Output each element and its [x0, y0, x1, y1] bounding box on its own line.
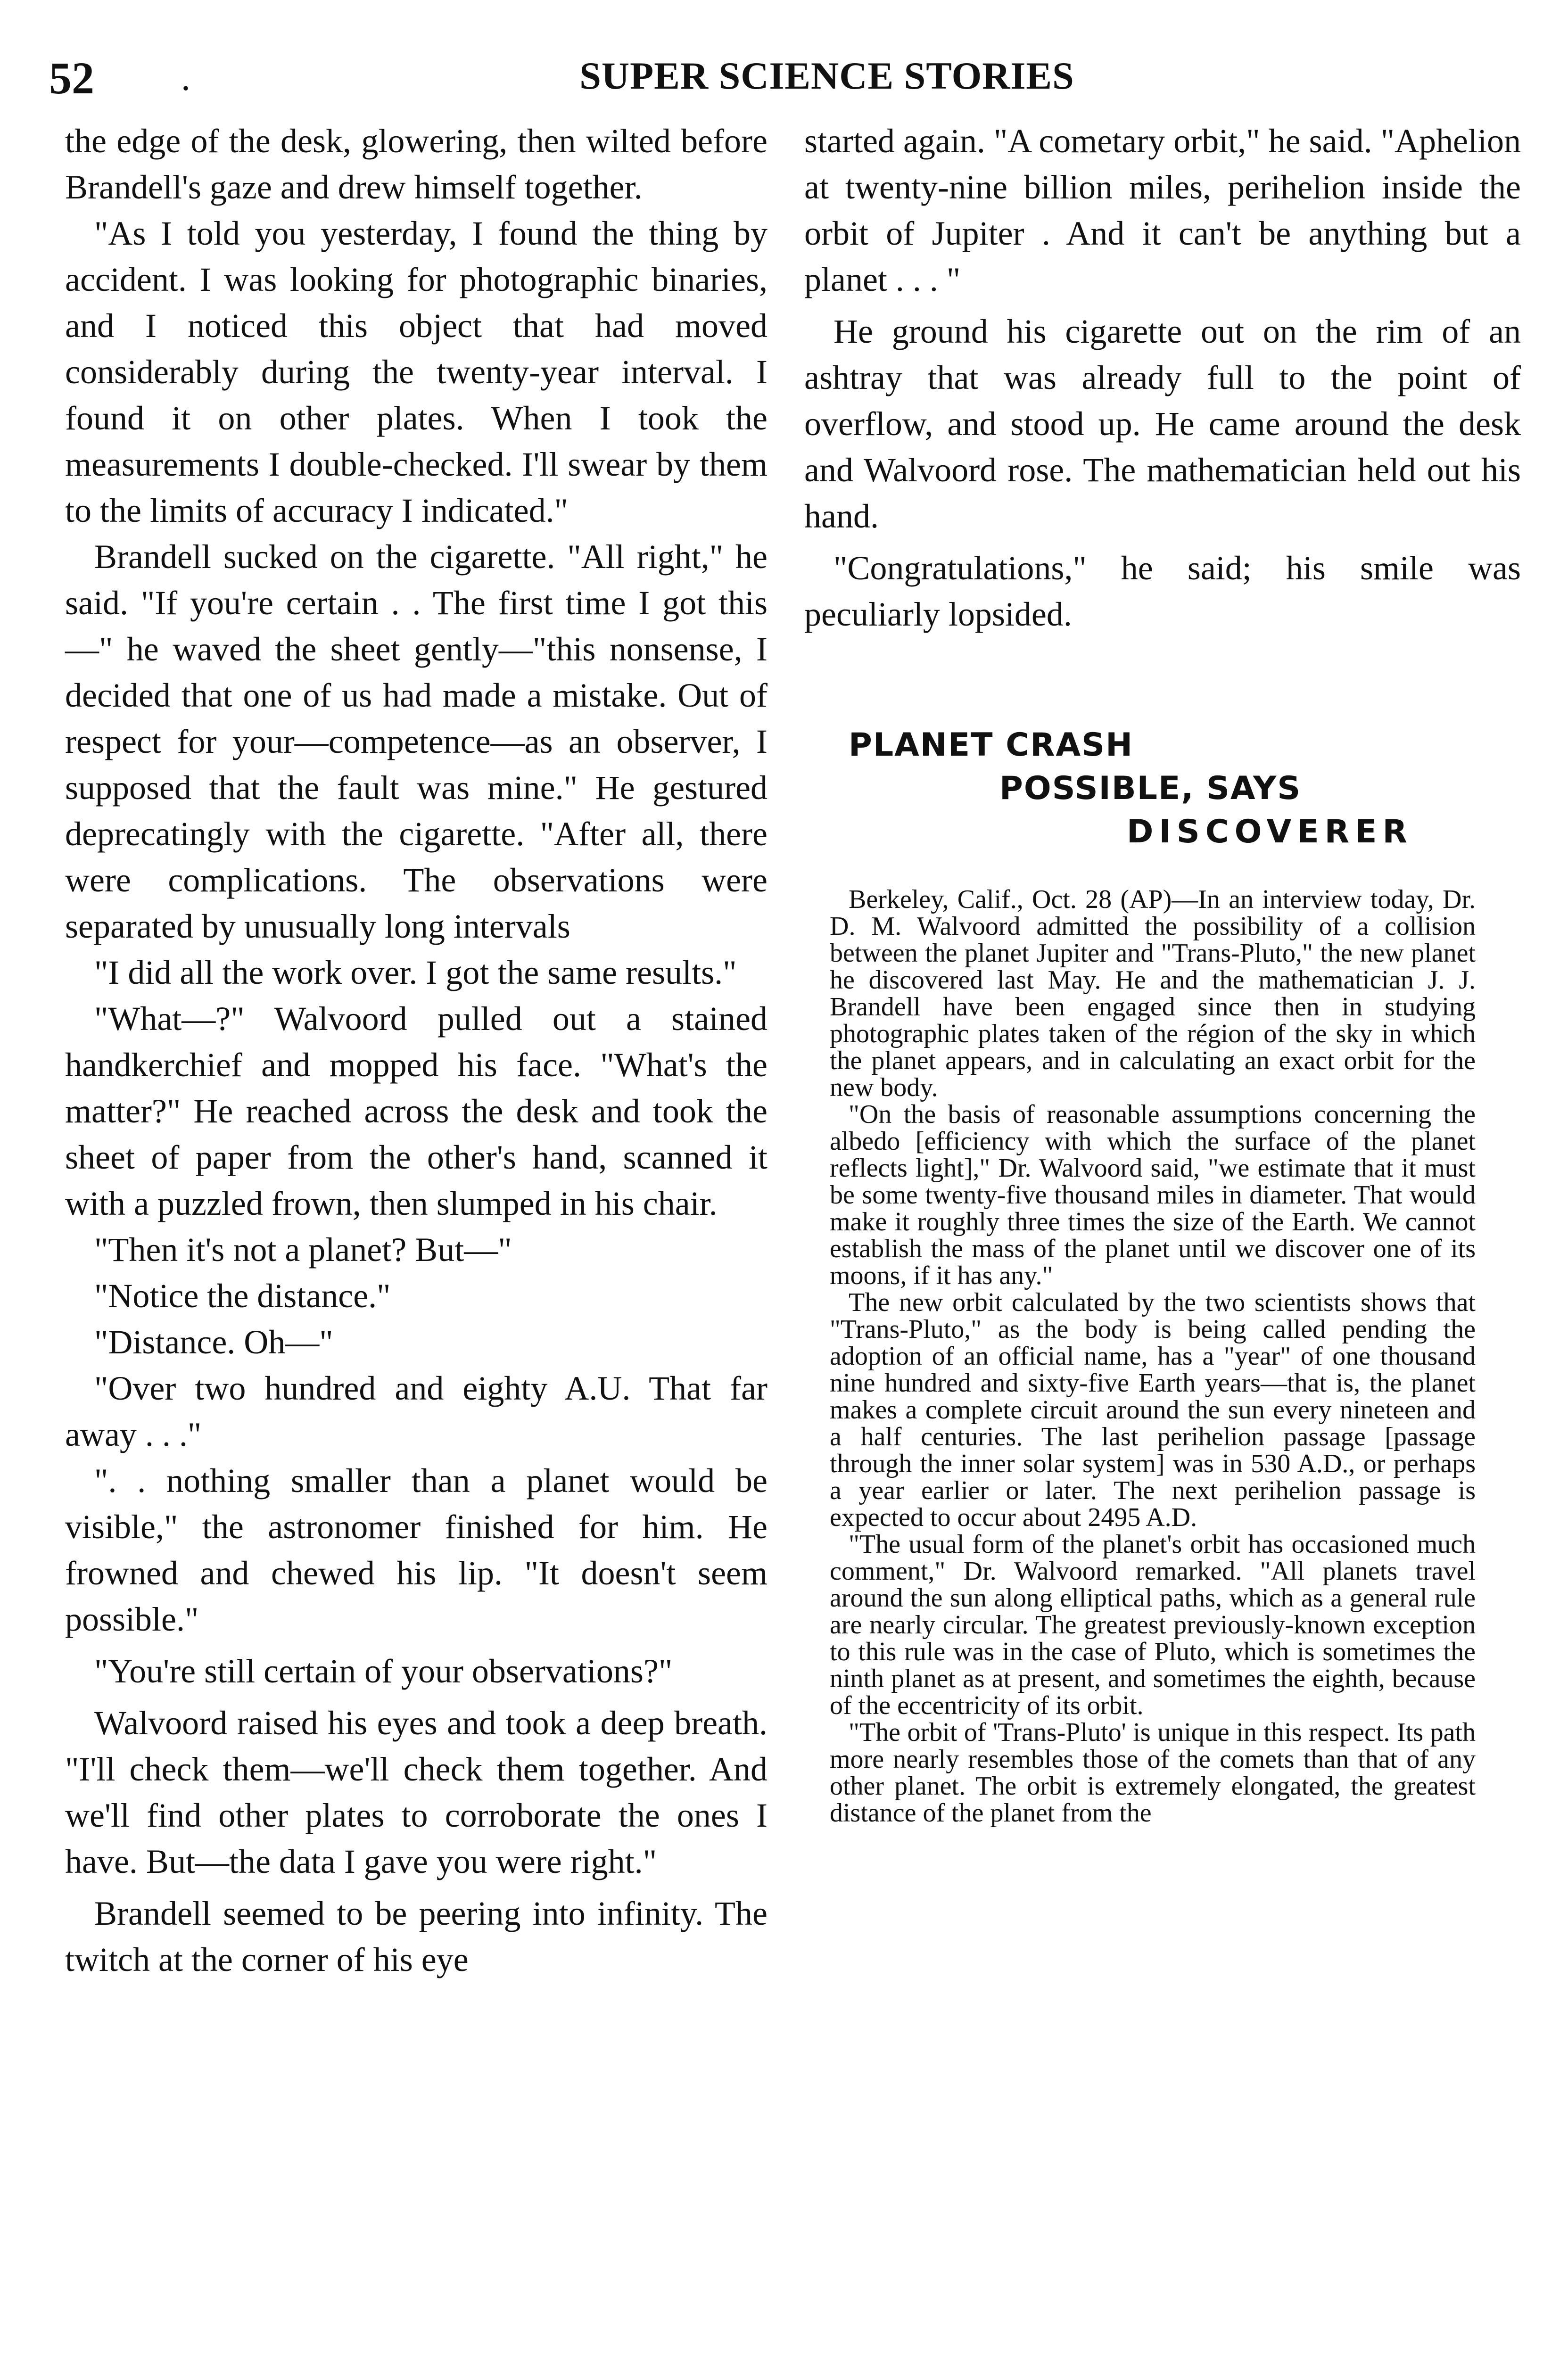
news-paragraph: The new orbit calculated by the two scientists shows that "Trans-Pluto," as the body is being called pending the adoption of an official name, has a "year" of one thousand nine hundred and sixty-five Earth years—that is, the planet makes a complete circuit around the sun every nineteen and a half centuries. The last perihelion passage [passage through the inner solar system] was in 530 A.D., or perhaps a year earlier or later. The next perihelion passage is expected to occur about 2495 A.D. — [830, 1288, 1476, 1532]
right-column — [804, 118, 1521, 637]
page-header — [49, 47, 1510, 104]
paragraph: Brandell seemed to be peering into infinity. The twitch at the corner of his eye — [65, 1895, 767, 1978]
headline-line-2: POSSIBLE, SAYS — [999, 770, 1302, 807]
paragraph: "Over two hundred and eighty A.U. That far away . . ." — [65, 1369, 767, 1453]
news-paragraph: Berkeley, Calif., Oct. 28 (AP)—In an interview today, Dr. D. M. Walvoord admitted the possibility of a collision between the planet Jupiter and "Trans-Pluto," the new planet he discovered last May. He and the mathematician J. J. Brandell have been engaged since then in studying photographic plates taken of the région of the sky in which the planet appears, and in calculating an exact orbit for the new body. — [830, 885, 1476, 1102]
paragraph: Brandell sucked on the cigarette. "All right," he said. "If you're certain . . The first time I got this—" he waved the sheet gently—"this nonsense, I decided that one of us had made a mistake. Out of respect for your—competence—as an observer, I supposed that the fault was mine." He gestured deprecatingly with the cigarette. "After all, there were complications. The observations were separated by unusually long intervals — [65, 538, 767, 945]
news-paragraph: "The usual form of the planet's orbit has occasioned much comment," Dr. Walvoord remarked. "All planets travel around the sun along elliptical paths, which as a general rule are nearly circular. The greatest previously-known exception to this rule was in the case of Pluto, which is sometimes the ninth planet as at present, and sometimes the eighth, because of the eccentricity of its orbit. — [830, 1530, 1476, 1720]
paragraph: "Distance. Oh—" — [94, 1323, 333, 1361]
paragraph: "You're still certain of your observations?" — [94, 1652, 673, 1690]
paragraph: "I did all the work over. I got the same results." — [94, 954, 737, 991]
paragraph: "Notice the distance." — [94, 1277, 391, 1315]
paragraph: "Then it's not a planet? But—" — [94, 1231, 512, 1269]
paragraph: Walvoord raised his eyes and took a deep breath. "I'll check them—we'll check them together. And we'll find other plates to corroborate the ones I have. But—the data I gave you were right." — [65, 1704, 767, 1880]
paragraph: ". . nothing smaller than a planet would be visible," the astronomer finished for him. He frowned and chewed his lip. "It doesn't seem possible." — [65, 1462, 767, 1638]
news-headline — [849, 724, 1461, 854]
paragraph: "As I told you yesterday, I found the thing by accident. I was looking for photographic binaries, and I noticed this object that had moved considerably during the twenty-year interval. I found it on other plates. When I took the measurements I double-checked. I'll swear by them to the limits of accuracy I indicated." — [65, 214, 767, 529]
headline-line-1: PLANET CRASH — [849, 726, 1133, 764]
page-number: 52 — [49, 53, 94, 103]
news-paragraph: "The orbit of 'Trans-Pluto' is unique in this respect. Its path more nearly resembles those of the comets than that of any other planet. The orbit is extremely elongated, the greatest distance of the planet from the — [830, 1718, 1476, 1828]
paragraph: started again. "A cometary orbit," he said. "Aphelion at twenty-nine billion miles, perihelion inside the orbit of Jupiter . And it can't be anything but a planet . . . " — [804, 122, 1521, 298]
paragraph: "Congratulations," he said; his smile was peculiarly lopsided. — [804, 549, 1521, 633]
news-article — [830, 886, 1476, 1827]
left-column — [65, 118, 767, 1983]
news-paragraph: "On the basis of reasonable assumptions concerning the albedo [efficiency with which the surface of the planet reflects light]," Dr. Walvoord said, "we estimate that it must be some twenty-five thousand miles in diameter. That would make it roughly three times the size of the Earth. We cannot establish the mass of the planet until we discover one of its moons, if it has any." — [830, 1100, 1476, 1290]
paragraph: the edge of the desk, glowering, then wilted before Brandell's gaze and drew himself together. — [65, 122, 767, 206]
running-title: SUPER SCIENCE STORIES — [579, 54, 1074, 97]
paragraph: "What—?" Walvoord pulled out a stained handkerchief and mopped his face. "What's the matter?" He reached across the desk and took the sheet of paper from the other's hand, scanned it with a puzzled frown, then slumped in his chair. — [65, 1000, 767, 1222]
headline-line-3: DISCOVERER — [1127, 813, 1413, 850]
header-dot: . — [181, 57, 190, 99]
paragraph: He ground his cigarette out on the rim of an ashtray that was already full to the point of overflow, and stood up. He came around the desk and Walvoord rose. The mathematician held out his hand. — [804, 313, 1521, 535]
